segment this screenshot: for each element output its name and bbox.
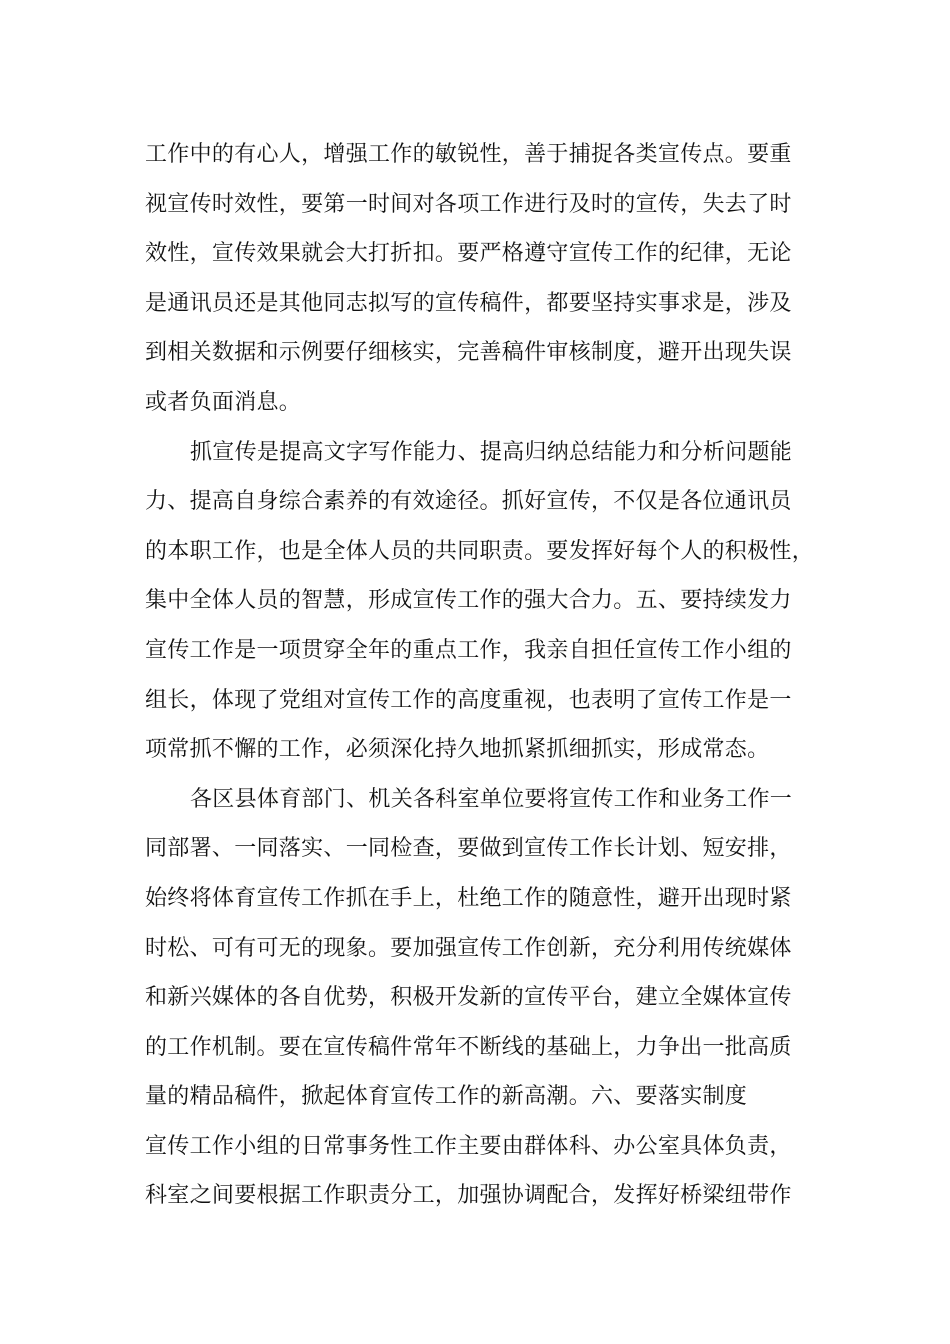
text-line: 到相关数据和示例要仔细核实，完善稿件审核制度，避开出现失误 xyxy=(145,340,792,366)
text-line: 效性，宣传效果就会大打折扣。要严格遵守宣传工作的纪律，无论 xyxy=(145,241,792,267)
text-line: 和新兴媒体的各自优势，积极开发新的宣传平台，建立全媒体宣传 xyxy=(145,985,792,1011)
text-line: 的本职工作，也是全体人员的共同职责。要发挥好每个人的积极性， xyxy=(145,538,815,564)
body-text xyxy=(145,130,815,1221)
text-line: 或者负面消息。 xyxy=(145,389,302,415)
text-line: 组长，体现了党组对宣传工作的高度重视，也表明了宣传工作是一 xyxy=(145,687,792,713)
text-line: 的工作机制。要在宣传稿件常年不断线的基础上，力争出一批高质 xyxy=(145,1034,792,1060)
text-line: 项常抓不懈的工作，必须深化持久地抓紧抓细抓实，形成常态。 xyxy=(145,737,770,763)
text-line: 同部署、一同落实、一同检查，要做到宣传工作长计划、短安排， xyxy=(145,836,792,862)
text-line: 力、提高自身综合素养的有效途径。抓好宣传，不仅是各位通讯员 xyxy=(145,489,792,515)
text-line: 科室之间要根据工作职责分工，加强协调配合，发挥好桥梁纽带作 xyxy=(145,1183,792,1209)
text-line: 始终将体育宣传工作抓在手上，杜绝工作的随意性，避开出现时紧 xyxy=(145,885,792,911)
paragraph-first-line: 抓宣传是提高文字写作能力、提高归纳总结能力和分析问题能 xyxy=(190,439,793,465)
text-line: 时松、可有可无的现象。要加强宣传工作创新，充分利用传统媒体 xyxy=(145,935,792,961)
text-line: 视宣传时效性，要第一时间对各项工作进行及时的宣传，失去了时 xyxy=(145,191,792,217)
text-line: 宣传工作小组的日常事务性工作主要由群体科、办公室具体负责， xyxy=(145,1133,792,1159)
text-line: 量的精品稿件，掀起体育宣传工作的新高潮。六、要落实制度 xyxy=(145,1084,748,1110)
text-line: 是通讯员还是其他同志拟写的宣传稿件，都要坚持实事求是，涉及 xyxy=(145,290,792,316)
paragraph-first-line: 各区县体育部门、机关各科室单位要将宣传工作和业务工作一 xyxy=(190,786,793,812)
text-line: 集中全体人员的智慧，形成宣传工作的强大合力。五、要持续发力 xyxy=(145,588,792,614)
text-line: 宣传工作是一项贯穿全年的重点工作，我亲自担任宣传工作小组的 xyxy=(145,637,792,663)
text-line: 工作中的有心人，增强工作的敏锐性，善于捕捉各类宣传点。要重 xyxy=(145,142,792,167)
